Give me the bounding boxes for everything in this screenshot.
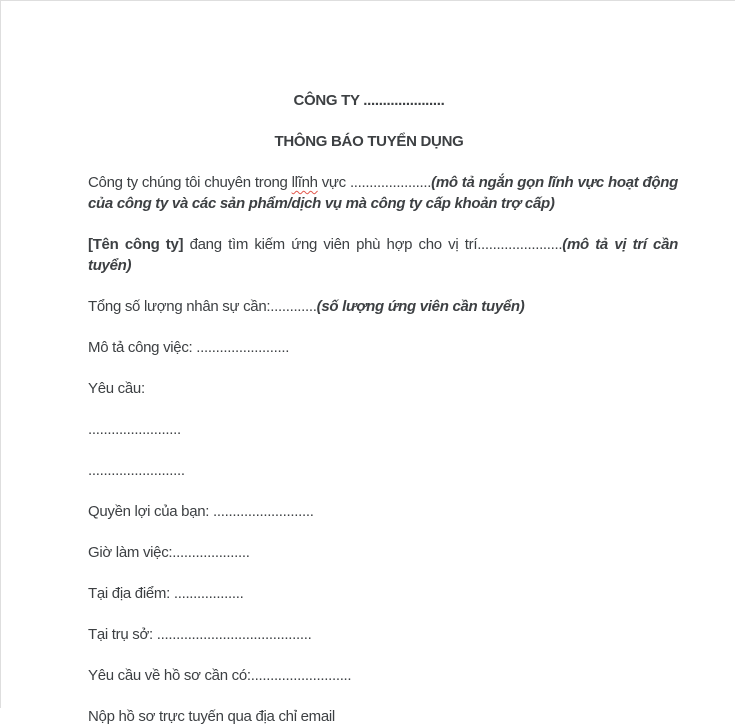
company-title: CÔNG TY ..................... bbox=[293, 92, 445, 109]
headcount-paragraph bbox=[88, 296, 678, 317]
announcement-title: THÔNG BÁO TUYỂN DỤNG bbox=[274, 133, 464, 150]
working-hours-line: Giờ làm việc:.................... bbox=[88, 544, 250, 561]
position-paragraph bbox=[88, 234, 678, 276]
intro-note: (mô tả ngắn gọn lĩnh vực hoạt động của công ty và các sản phẩm/dịch vụ mà công ty cấp khoản trợ cấp) bbox=[88, 174, 678, 212]
required-documents-line: Yêu cầu về hồ sơ cần có:.......................... bbox=[88, 667, 352, 684]
company-name-placeholder: [Tên công ty] bbox=[88, 236, 184, 253]
job-description-line: Mô tả công việc: ........................ bbox=[88, 339, 290, 356]
headcount-note: (số lượng ứng viên cần tuyển) bbox=[316, 298, 525, 315]
requirements-label: Yêu cầu: bbox=[88, 380, 145, 397]
headquarters-line: Tại trụ sở: ........................................ bbox=[88, 626, 312, 643]
position-body: đang tìm kiếm ứng viên phù hợp cho vị trí bbox=[183, 236, 478, 253]
intro-after-word: vực bbox=[317, 174, 350, 191]
intro-paragraph bbox=[88, 172, 678, 214]
requirement-blank-2: ......................... bbox=[88, 462, 185, 479]
headcount-dotted-blank: ............ bbox=[270, 298, 317, 315]
location-line: Tại địa điểm: .................. bbox=[88, 585, 244, 602]
position-note: (mô tả vị trí cần tuyển) bbox=[88, 236, 678, 274]
headcount-label: Tổng số lượng nhân sự cần: bbox=[88, 298, 271, 315]
benefits-line: Quyền lợi của bạn: .......................... bbox=[88, 503, 314, 520]
document-content bbox=[1, 1, 735, 727]
intro-dotted-blank: ..................... bbox=[349, 174, 432, 191]
application-submission-line: Nộp hồ sơ trực tuyến qua địa chỉ email bbox=[88, 708, 335, 725]
intro-lead: Công ty chúng tôi chuyên trong bbox=[88, 174, 292, 191]
position-dotted-blank: ...................... bbox=[477, 236, 563, 253]
misspelled-word: llĩnh bbox=[291, 174, 318, 191]
requirement-blank-1: ........................ bbox=[88, 421, 181, 438]
